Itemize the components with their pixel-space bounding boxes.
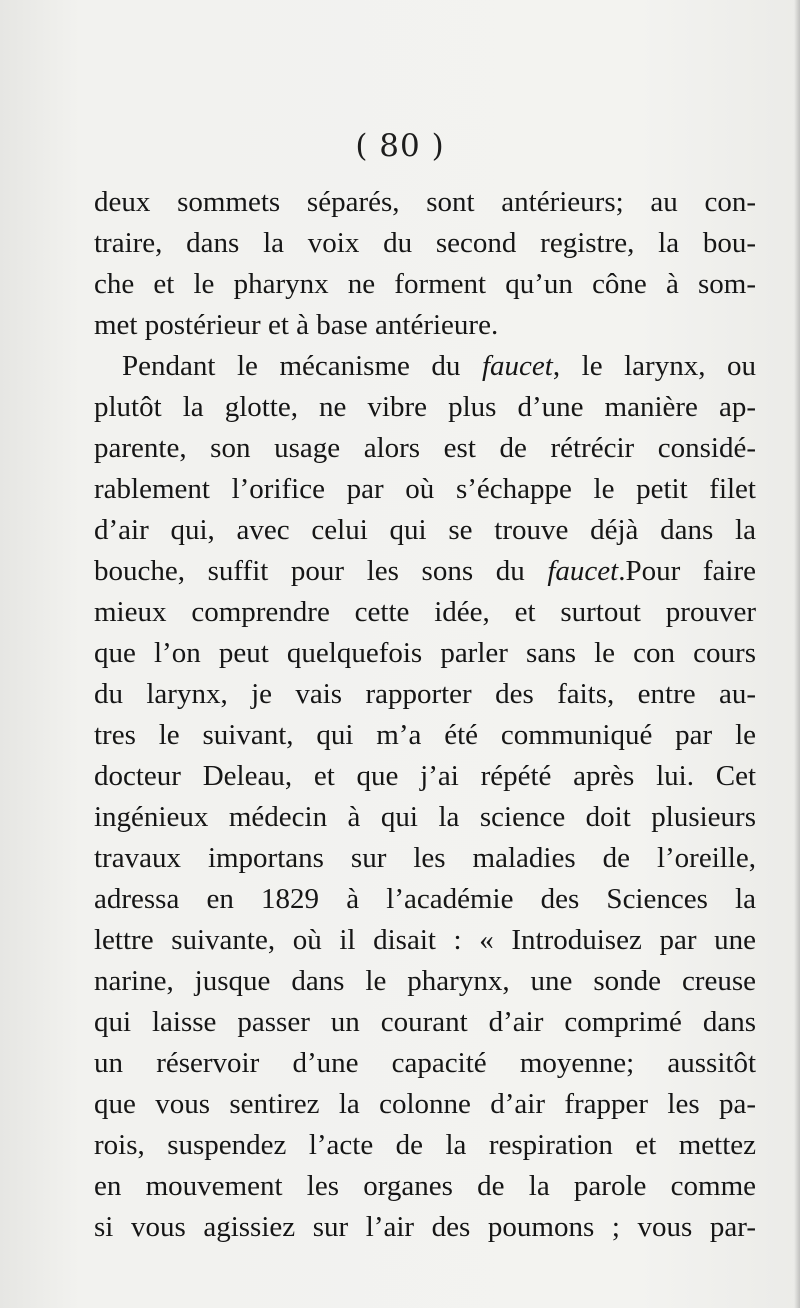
text-line: plutôt la glotte, ne vibre plus d’une manière ap- bbox=[94, 391, 756, 423]
text-line: che et le pharynx ne forment qu’un cône à som- bbox=[94, 268, 756, 300]
text-line: du larynx, je vais rapporter des faits, entre au- bbox=[94, 678, 756, 710]
text-line: ingénieux médecin à qui la science doit plusieurs bbox=[94, 801, 756, 833]
text-line: narine, jusque dans le pharynx, une sonde creuse bbox=[94, 965, 756, 997]
text-line: d’air qui, avec celui qui se trouve déjà dans la bbox=[94, 514, 756, 546]
italic-term: faucet bbox=[547, 555, 619, 587]
text-line: en mouvement les organes de la parole comme bbox=[94, 1170, 756, 1202]
page-edge-shadow bbox=[794, 0, 800, 1308]
text-line: adressa en 1829 à l’académie des Sciences la bbox=[94, 883, 756, 915]
text-line: docteur Deleau, et que j’ai répété après lui. Cet bbox=[94, 760, 756, 792]
text-line: bouche, suffit pour les sons du faucet.Pour faire bbox=[94, 555, 756, 587]
text-line: qui laisse passer un courant d’air comprimé dans bbox=[94, 1006, 756, 1038]
text-line: Pendant le mécanisme du faucet, le larynx, ou bbox=[122, 350, 756, 382]
text-line: rois, suspendez l’acte de la respiration et mettez bbox=[94, 1129, 756, 1161]
text-line: met postérieur et à base antérieure. bbox=[94, 309, 499, 341]
body-text bbox=[94, 182, 756, 1248]
text-line: que vous sentirez la colonne d’air frapper les pa- bbox=[94, 1088, 756, 1120]
text-line: rablement l’orifice par où s’échappe le petit filet bbox=[94, 473, 756, 505]
text-line: deux sommets séparés, sont antérieurs; au con- bbox=[94, 186, 756, 218]
text-line: travaux importans sur les maladies de l’oreille, bbox=[94, 842, 756, 874]
text-line: mieux comprendre cette idée, et surtout prouver bbox=[94, 596, 756, 628]
text-line: que l’on peut quelquefois parler sans le con cours bbox=[94, 637, 756, 669]
text-line: lettre suivante, où il disait : « Introduisez par une bbox=[94, 924, 756, 956]
page-number: ( 80 ) bbox=[355, 128, 445, 164]
text-line: tres le suivant, qui m’a été communiqué par le bbox=[94, 719, 756, 751]
text-line: traire, dans la voix du second registre, la bou- bbox=[94, 227, 756, 259]
italic-term: faucet bbox=[481, 350, 553, 382]
text-line: un réservoir d’une capacité moyenne; aussitôt bbox=[94, 1047, 756, 1079]
text-line: parente, son usage alors est de rétrécir considé- bbox=[94, 432, 756, 464]
text-line: si vous agissiez sur l’air des poumons ; vous par- bbox=[94, 1211, 756, 1243]
